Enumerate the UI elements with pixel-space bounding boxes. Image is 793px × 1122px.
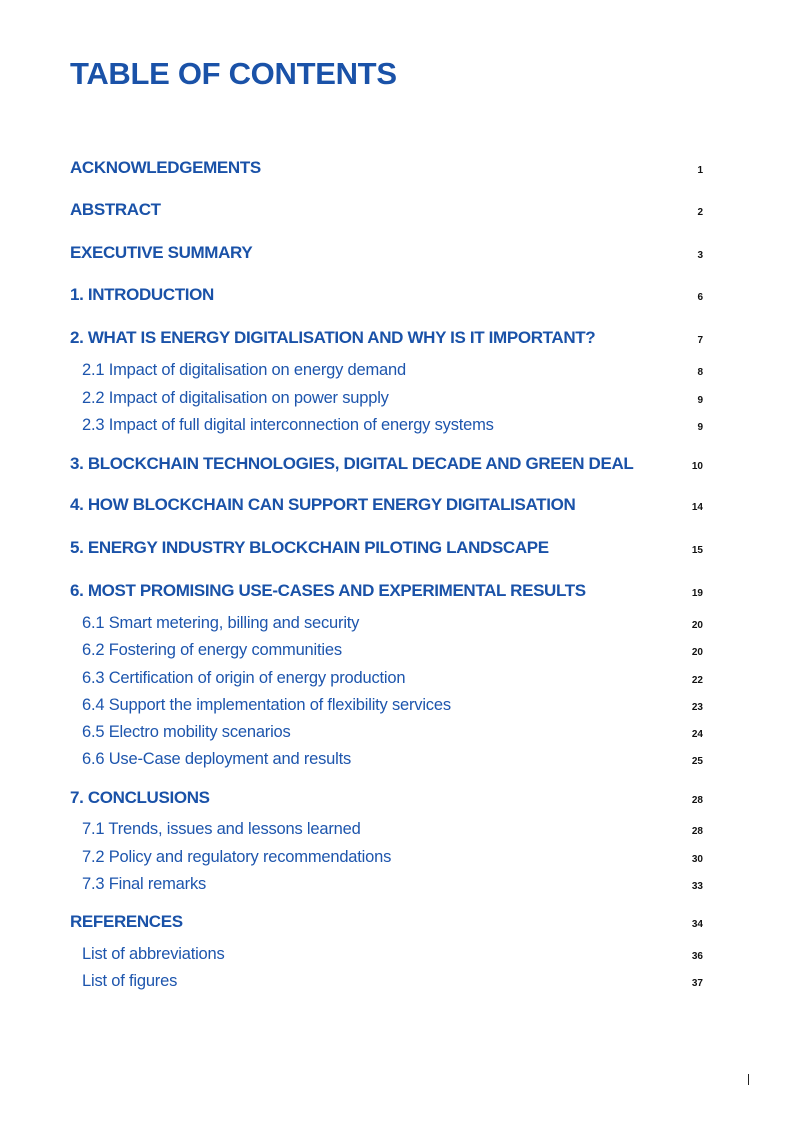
toc-entry-label: EXECUTIVE SUMMARY — [70, 243, 253, 262]
toc-page-number: 33 — [691, 881, 703, 892]
toc-page-number: 25 — [691, 756, 703, 767]
toc-entry-label: 1. INTRODUCTION — [70, 285, 214, 304]
toc-page-number: 10 — [691, 461, 703, 472]
toc-entry-chapter-7[interactable] — [70, 782, 710, 806]
toc-subentry-2-1[interactable] — [70, 354, 710, 378]
toc-page-number: 34 — [691, 919, 703, 930]
toc-entry-label: 6.5 Electro mobility scenarios — [82, 722, 291, 741]
toc-page-number: 20 — [691, 647, 703, 658]
toc-page-number: 7 — [697, 335, 703, 346]
toc-entry-label: 3. BLOCKCHAIN TECHNOLOGIES, DIGITAL DECADE AND GREEN DEAL — [70, 454, 634, 473]
toc-entry-label: List of abbreviations — [82, 944, 225, 963]
toc-page-number: 2 — [697, 207, 703, 218]
toc-page-number: 1 — [697, 165, 703, 176]
toc-entry-label: List of figures — [82, 971, 178, 990]
toc-page-number: 20 — [691, 620, 703, 631]
toc-page-number: 28 — [691, 826, 703, 837]
toc-entry-label: ACKNOWLEDGEMENTS — [70, 158, 261, 177]
toc-entry-label: 6.6 Use-Case deployment and results — [82, 749, 352, 768]
toc-entry-label: 7.3 Final remarks — [82, 874, 207, 893]
toc-entry-chapter-4[interactable] — [70, 489, 710, 513]
toc-page-number: 36 — [691, 951, 703, 962]
toc-page-number: 24 — [691, 729, 703, 740]
toc-page-number: 23 — [691, 702, 703, 713]
toc-entry-label: 7.2 Policy and regulatory recommendations — [82, 847, 392, 866]
toc-page-number: 9 — [697, 422, 703, 433]
toc-entry-label: 2.2 Impact of digitalisation on power supply — [82, 388, 389, 407]
toc-entry-label: REFERENCES — [70, 912, 183, 931]
toc-entry-label: 2.1 Impact of digitalisation on energy demand — [82, 360, 406, 379]
toc-page-number: 6 — [697, 292, 703, 303]
toc-page-number: 22 — [691, 675, 703, 686]
toc-subentry-list-of-abbreviations[interactable] — [70, 938, 710, 962]
toc-subentry-2-2[interactable] — [70, 382, 710, 406]
toc-subentry-6-3[interactable] — [70, 662, 710, 686]
toc-subentry-list-of-figures[interactable] — [70, 965, 710, 989]
toc-entry-label: 6. MOST PROMISING USE-CASES AND EXPERIMENTAL RESULTS — [70, 581, 586, 600]
toc-subentry-6-5[interactable] — [70, 716, 710, 740]
toc-page-number: 3 — [697, 250, 703, 261]
toc-page-number: 15 — [691, 545, 703, 556]
toc-subentry-2-3[interactable] — [70, 409, 710, 433]
toc-subentry-6-6[interactable] — [70, 743, 710, 767]
toc-entry-label: 6.4 Support the implementation of flexibility services — [82, 695, 451, 714]
toc-entry-label: 6.2 Fostering of energy communities — [82, 640, 342, 659]
roman-page-folio — [748, 1074, 749, 1085]
toc-page-number: 14 — [691, 502, 703, 513]
toc-page-number: 8 — [697, 367, 703, 378]
toc-entry-chapter-5[interactable] — [70, 532, 710, 556]
toc-page-number: 19 — [691, 588, 703, 599]
toc-entry-label: 6.3 Certification of origin of energy production — [82, 668, 406, 687]
toc-entry-label: 7.1 Trends, issues and lessons learned — [82, 819, 361, 838]
toc-entry-abstract[interactable] — [70, 194, 710, 218]
toc-subentry-7-1[interactable] — [70, 813, 710, 837]
toc-entry-references[interactable] — [70, 906, 710, 930]
toc-entry-chapter-6[interactable] — [70, 575, 710, 599]
toc-entry-label: 2. WHAT IS ENERGY DIGITALISATION AND WHY IS IT IMPORTANT? — [70, 328, 596, 347]
toc-page-number: 9 — [697, 395, 703, 406]
toc-subentry-7-2[interactable] — [70, 841, 710, 865]
toc-page-number: 30 — [691, 854, 703, 865]
toc-subentry-7-3[interactable] — [70, 868, 710, 892]
toc-page-number: 28 — [691, 795, 703, 806]
toc-subentry-6-4[interactable] — [70, 689, 710, 713]
toc-entry-label: 2.3 Impact of full digital interconnection of energy systems — [82, 415, 494, 434]
toc-entry-executive-summary[interactable] — [70, 237, 710, 261]
page-title: TABLE OF CONTENTS — [70, 56, 397, 91]
toc-entry-acknowledgements[interactable] — [70, 152, 710, 176]
toc-subentry-6-2[interactable] — [70, 634, 710, 658]
toc-entry-label: 4. HOW BLOCKCHAIN CAN SUPPORT ENERGY DIGITALISATION — [70, 495, 576, 514]
toc-entry-chapter-3[interactable] — [70, 448, 710, 472]
toc-entry-label: 6.1 Smart metering, billing and security — [82, 613, 360, 632]
toc-subentry-6-1[interactable] — [70, 607, 710, 631]
toc-entry-chapter-2[interactable] — [70, 322, 710, 346]
toc-entry-label: ABSTRACT — [70, 200, 161, 219]
toc-entry-label: 5. ENERGY INDUSTRY BLOCKCHAIN PILOTING LANDSCAPE — [70, 538, 549, 557]
toc-entry-introduction[interactable] — [70, 279, 710, 303]
toc-entry-label: 7. CONCLUSIONS — [70, 788, 210, 807]
toc-page-number: 37 — [691, 978, 703, 989]
